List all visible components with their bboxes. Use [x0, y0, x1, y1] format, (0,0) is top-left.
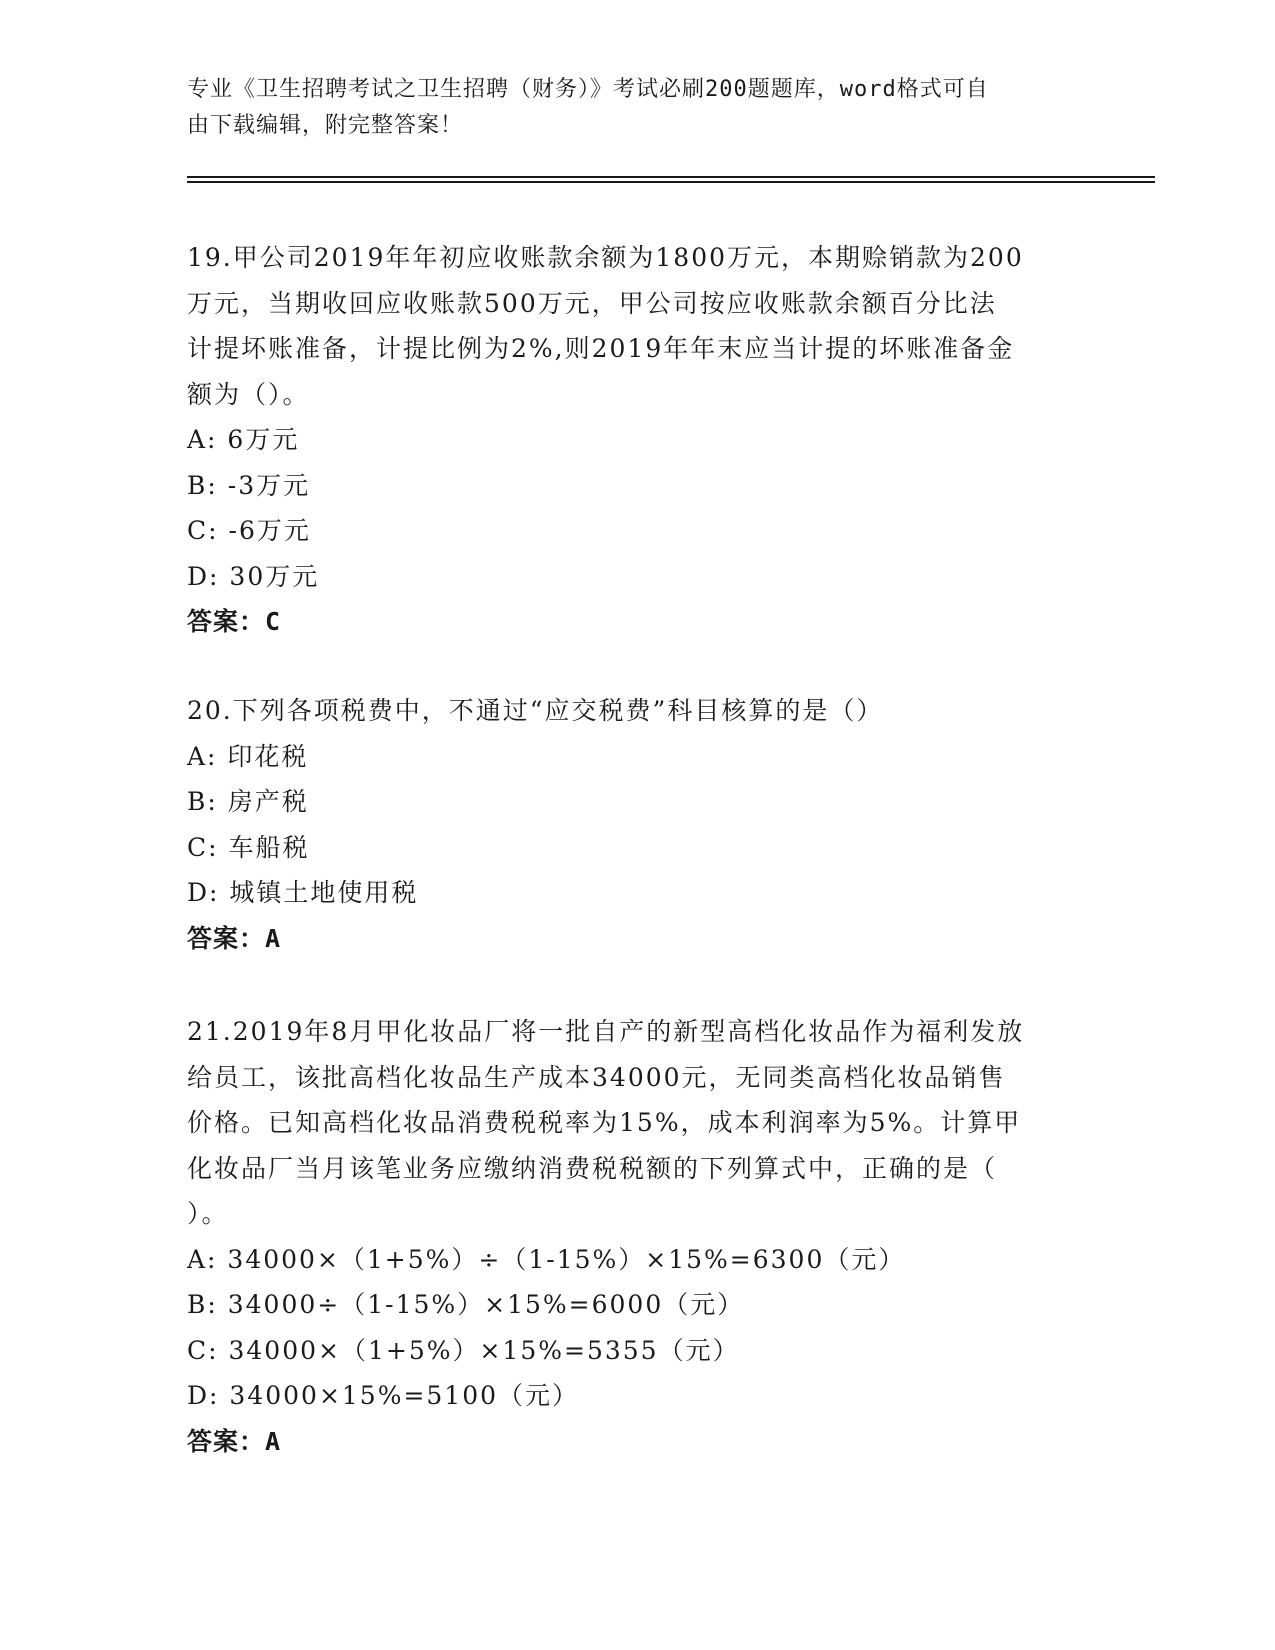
question-stem-line: 给员工，该批高档化妆品生产成本34000元，无同类高档化妆品销售 [187, 1062, 1006, 1092]
question-stem-line: 额为（）。 [187, 379, 310, 409]
header-line: 由下载编辑，附完整答案！ [187, 113, 464, 138]
question-stem-line: 计提坏账准备，计提比例为2%,则2019年年末应当计提的坏账准备金 [187, 334, 1015, 363]
header-divider-bottom [187, 181, 1155, 183]
question-stem-line: 万元，当期收回应收账款500万元，甲公司按应收账款余额百分比法 [187, 288, 997, 318]
question-stem-line: 20.下列各项税费中，不通过“应交税费”科目核算的是（） [187, 696, 884, 725]
header-line: 专业《卫生招聘考试之卫生招聘（财务）》考试必刷200题题库，word格式可自 [187, 77, 989, 102]
option-b: B: 34000÷（1-15%）×15%=6000（元） [187, 1290, 745, 1319]
option-c: C: 34000×（1+5%）×15%=5355（元） [187, 1335, 740, 1365]
option-a: A: 6万元 [187, 425, 300, 454]
question-21 [187, 1009, 1087, 1464]
question-stem-line: 21.2019年8月甲化妆品厂将一批自产的新型高档化妆品作为福利发放 [187, 1017, 1025, 1046]
option-a: A: 34000×（1+5%）÷（1-15%）×15%=6300（元） [187, 1244, 906, 1274]
option-d: D: 城镇土地使用税 [187, 878, 419, 907]
option-a: A: 印花税 [187, 741, 309, 771]
option-c: C: 车船税 [187, 832, 310, 862]
option-b: B: 房产税 [187, 787, 309, 816]
question-20 [187, 688, 1087, 961]
question-stem-line: 价格。已知高档化妆品消费税税率为15%，成本利润率为5%。计算甲 [187, 1108, 1022, 1137]
question-19 [187, 235, 1087, 645]
option-d: D: 30万元 [187, 561, 320, 591]
answer-label: 答案：C [187, 607, 282, 636]
answer-label: 答案：A [187, 1426, 282, 1456]
option-b: B: -3万元 [187, 470, 311, 500]
document-header [187, 72, 1067, 144]
option-c: C: -6万元 [187, 516, 311, 545]
question-stem-line: ）。 [187, 1199, 229, 1228]
answer-label: 答案：A [187, 923, 282, 953]
option-d: D: 34000×15%=5100（元） [187, 1381, 580, 1410]
question-stem-line: 化妆品厂当月该笔业务应缴纳消费税税额的下列算式中，正确的是（ [187, 1153, 998, 1183]
question-stem-line: 19.甲公司2019年年初应收账款余额为1800万元，本期赊销款为200 [187, 243, 1024, 272]
header-divider-top [187, 176, 1155, 178]
